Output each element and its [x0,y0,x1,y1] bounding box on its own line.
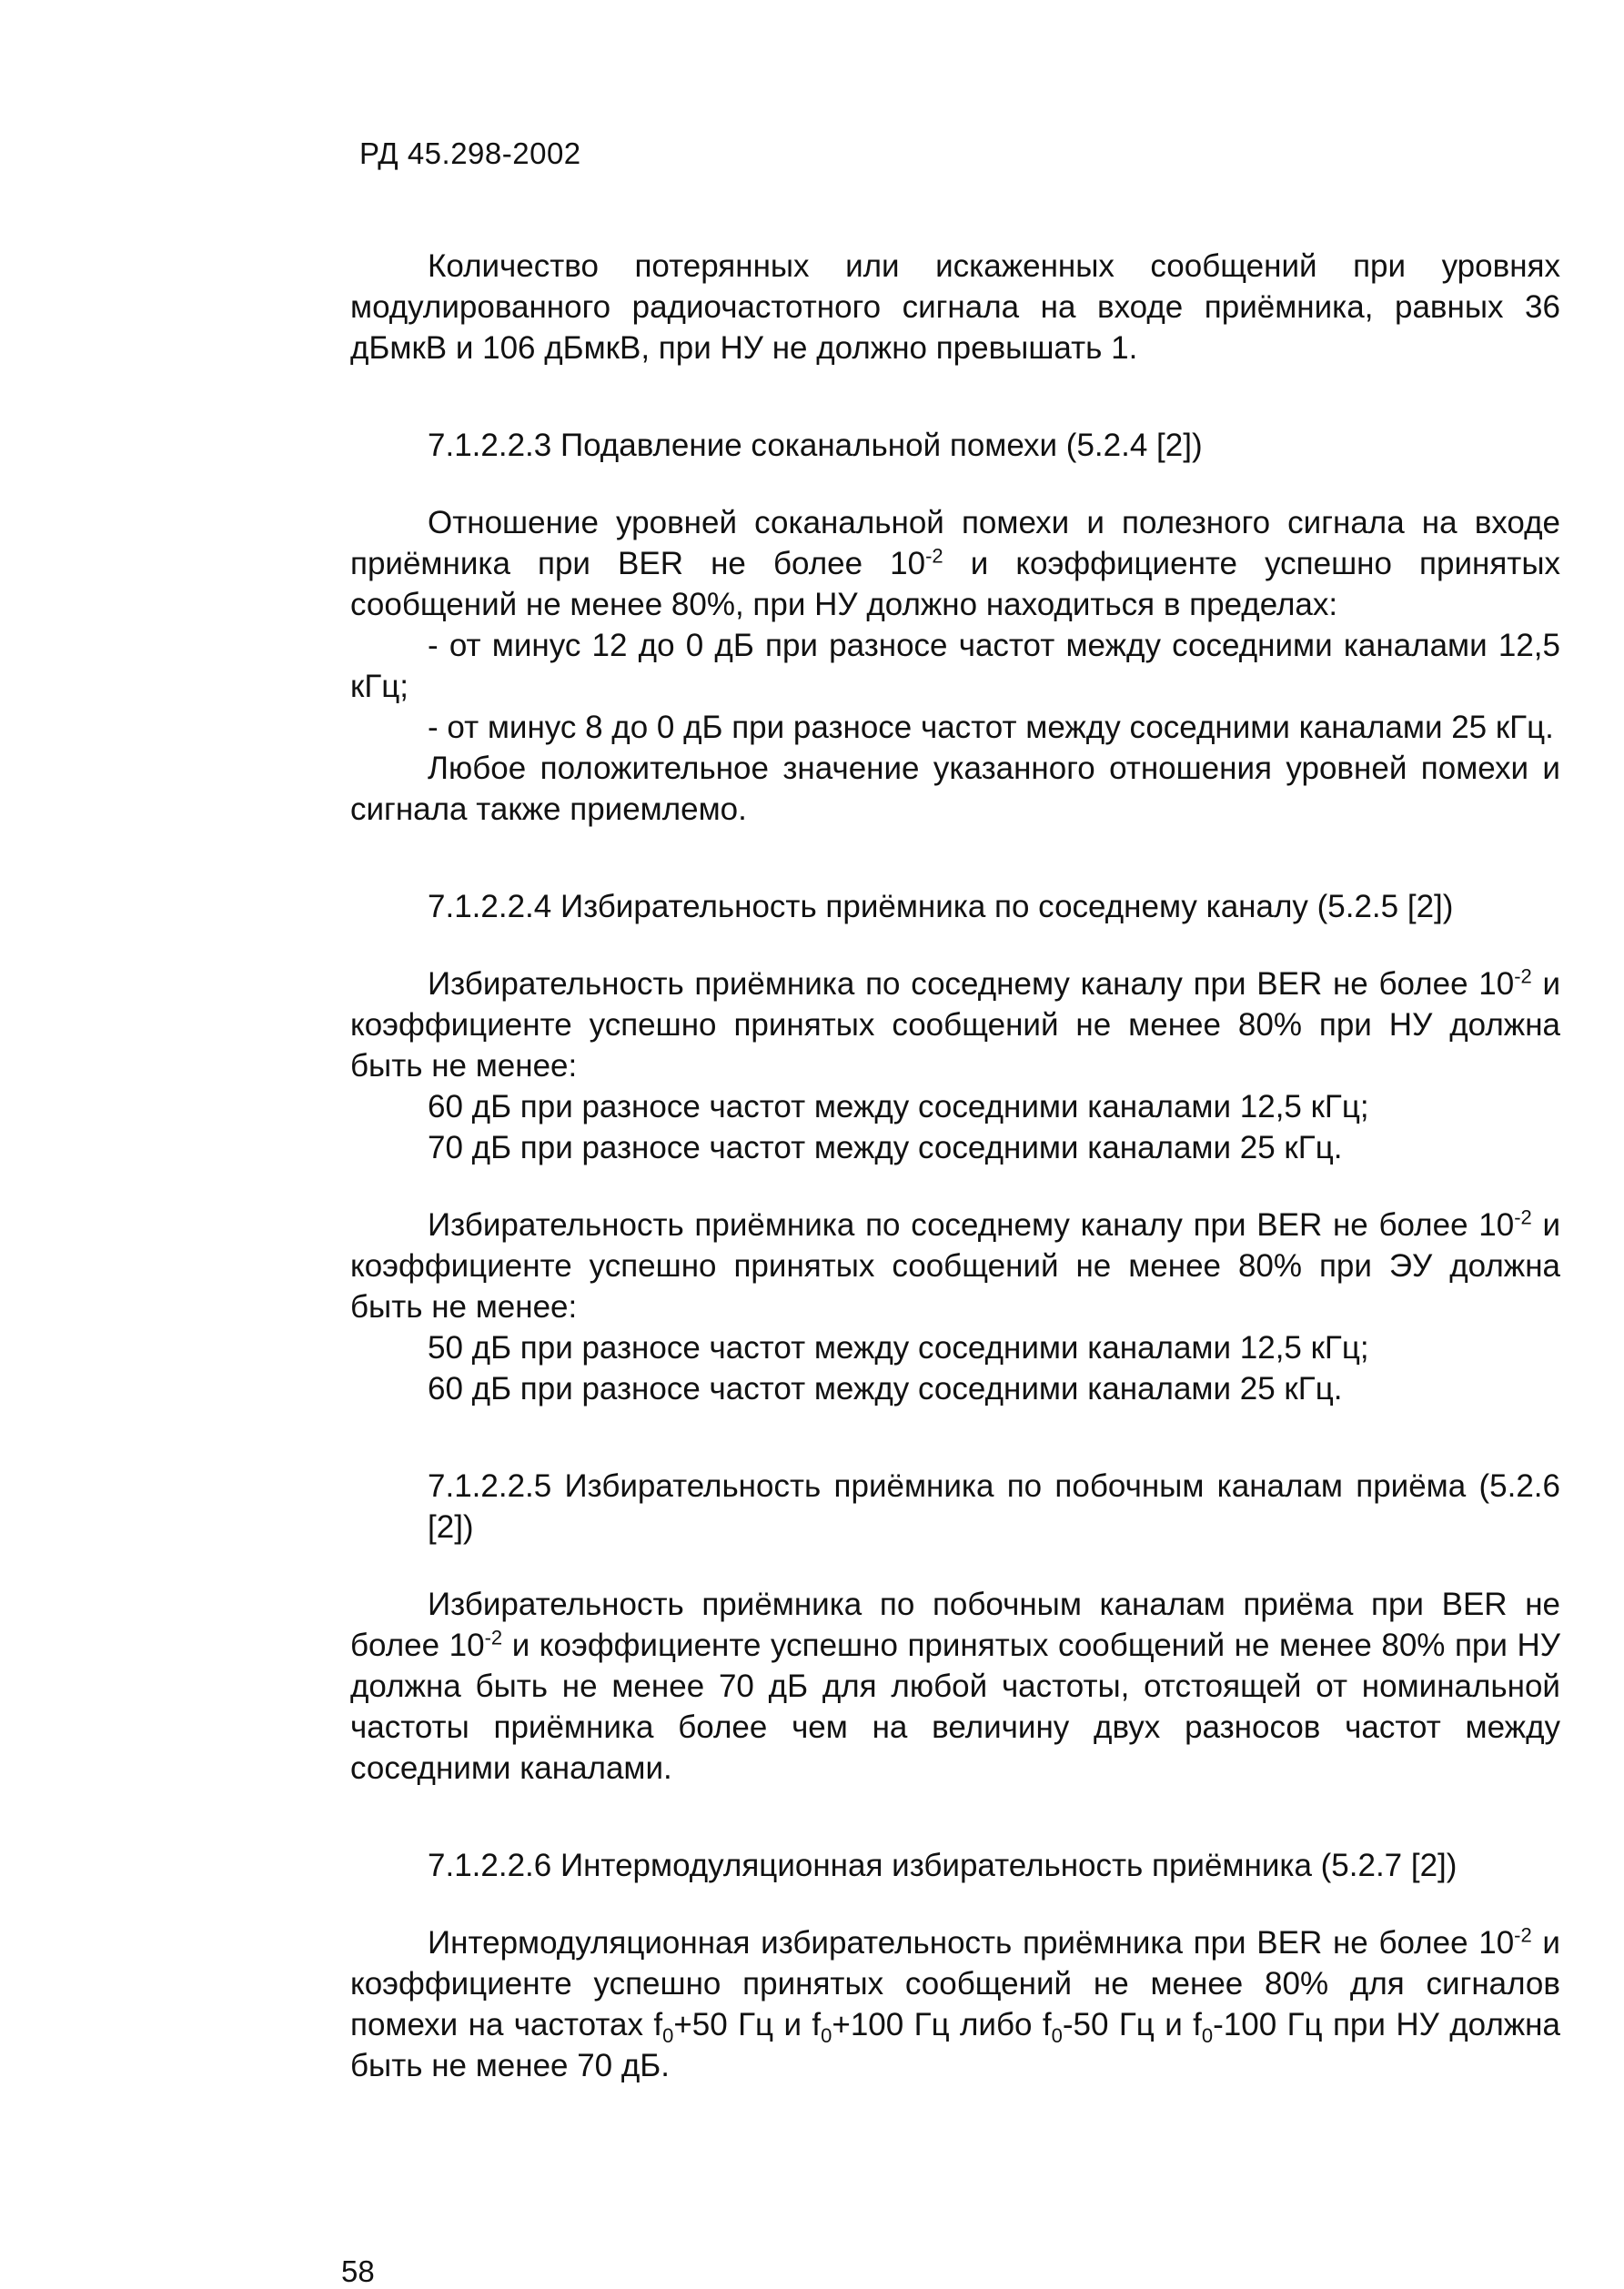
page-content [350,246,1560,2086]
list-item: 70 дБ при разносе частот между соседними каналами 25 кГц. [428,1130,1343,1165]
list-item: - от минус 12 до 0 дБ при разносе частот между соседними каналами 12,5 кГц; [350,628,1560,704]
intermodulation-paragraph: Интермодуляционная избирательность приёмника при BER не более $10^{-2}$ и коэффициенте успешно принятых сообщений не менее 80% для сигналов помехи на частотах $f_0+50$ Гц и $f_0+100$ Гц либо $f_0-50$ Гц и $f_0-100$ Гц при НУ должна быть не менее 70 дБ. [350,1923,1560,2083]
co-channel-paragraph: Отношение уровней соканальной помехи и полезного сигнала на входе приёмника при BER не более $10^{-2}$ и коэффициенте успешно принятых сообщений не менее 80%, при НУ должно находиться в пределах: [350,505,1560,622]
spurious-response-paragraph: Избирательность приёмника по побочным каналам приёма при BER не более $10^{-2}$ и коэффициенте успешно принятых сообщений не менее 80% при НУ должна быть не менее 70 дБ для любой частоты, отстоящей от номинальной частоты приёмника более чем на величину двух разносов частот между соседними каналами. [350,1587,1560,1786]
section-heading-7-1-2-2-3: 7.1.2.2.3 Подавление соканальной помехи (5.2.4 [2]) [428,428,1203,463]
section-heading-7-1-2-2-5: 7.1.2.2.5 Избирательность приёмника по побочным каналам приёма (5.2.6 [2]) [428,1468,1560,1545]
list-item: - от минус 8 до 0 дБ при разносе частот между соседними каналами 25 кГц. [428,710,1554,745]
list-item: 50 дБ при разносе частот между соседними каналами 12,5 кГц; [428,1330,1369,1366]
section-heading-7-1-2-2-4: 7.1.2.2.4 Избирательность приёмника по соседнему каналу (5.2.5 [2]) [428,889,1454,924]
adjacent-channel-paragraph-normal: Избирательность приёмника по соседнему каналу при BER не более $10^{-2}$ и коэффициенте успешно принятых сообщений не менее 80% при НУ должна быть не менее: [350,964,1561,1084]
list-item: 60 дБ при разносе частот между соседними каналами 25 кГц. [428,1371,1343,1407]
intro-paragraph: Количество потерянных или искаженных сообщений при уровнях модулированного радиочастотного сигнала на входе приёмника, равных 36 дБмкВ и 106 дБмкВ, при НУ не должно превышать 1. [350,248,1560,366]
adjacent-channel-paragraph-extreme: Избирательность приёмника по соседнему каналу при BER не более $10^{-2}$ и коэффициенте успешно принятых сообщений не менее 80% при ЭУ должна быть не менее: [350,1205,1561,1325]
document-id-header: РД 45.298-2002 [359,136,581,170]
co-channel-note-paragraph: Любое положительное значение указанного отношения уровней помехи и сигнала также приемлемо. [350,751,1560,827]
list-item: 60 дБ при разносе частот между соседними каналами 12,5 кГц; [428,1089,1369,1124]
page-number: 58 [341,2254,375,2288]
section-heading-7-1-2-2-6: 7.1.2.2.6 Интермодуляционная избирательность приёмника (5.2.7 [2]) [428,1848,1458,1883]
